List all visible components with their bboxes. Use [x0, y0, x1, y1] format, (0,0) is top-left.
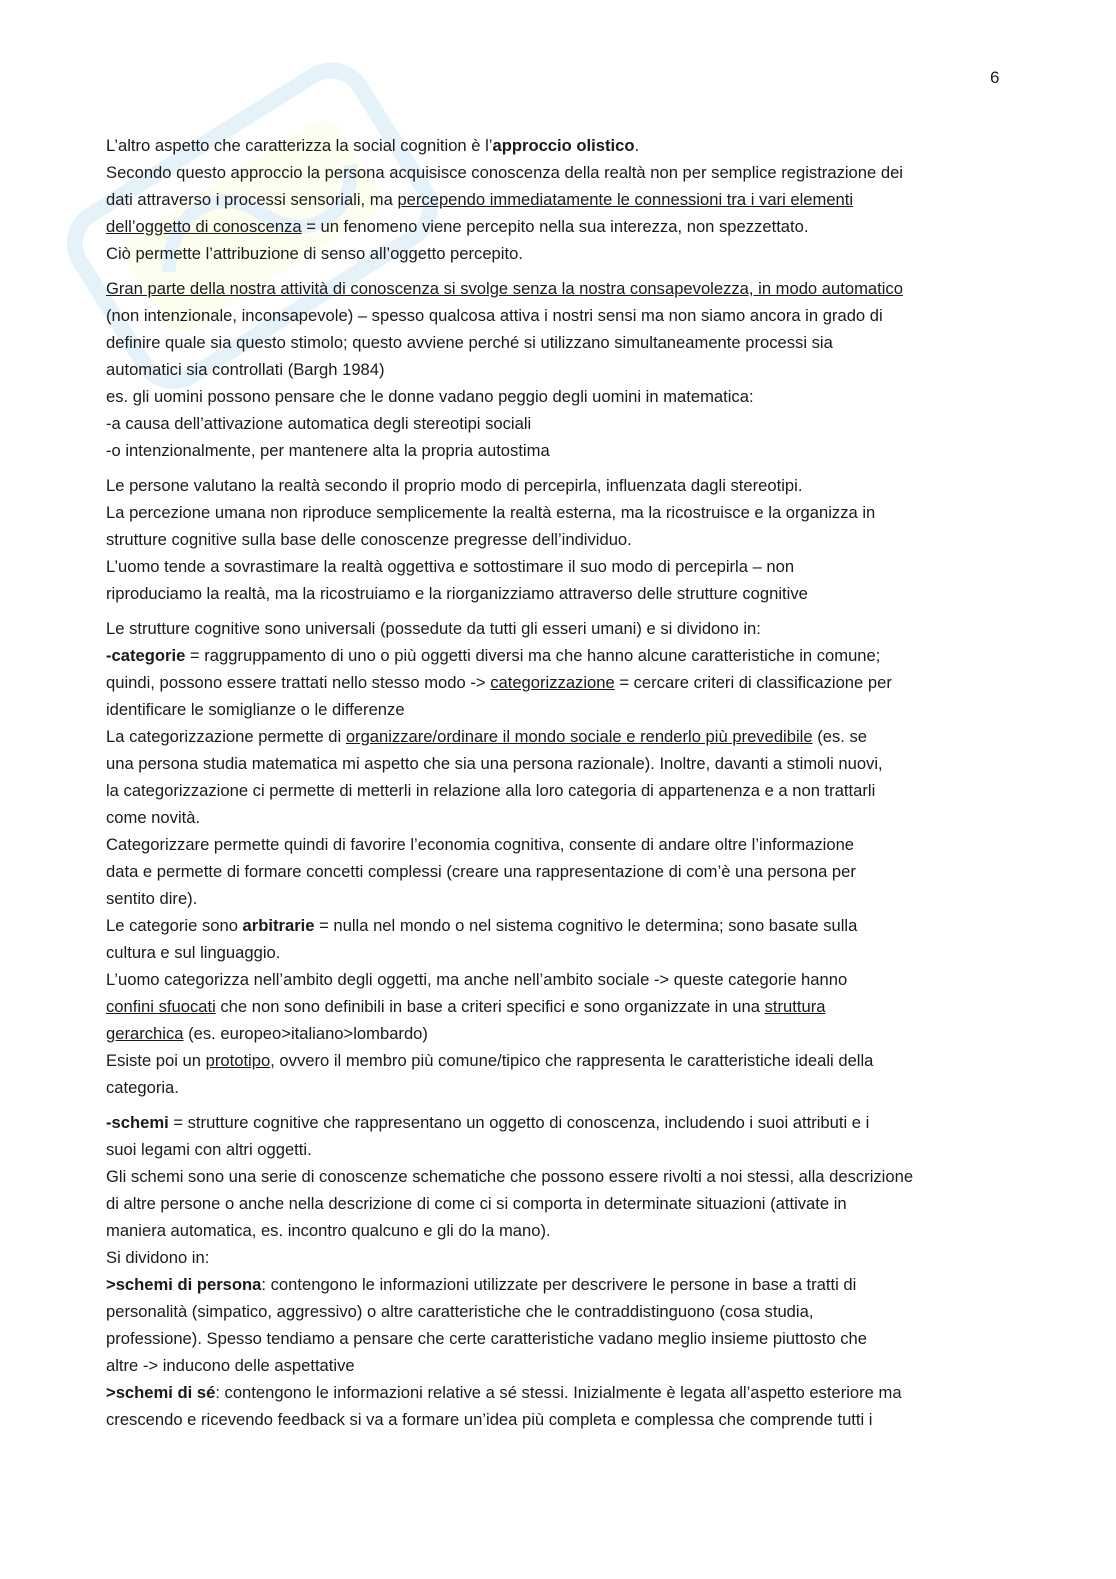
text-segment: L’uomo categorizza nell’ambito degli oggetti, ma anche nell’ambito sociale -> queste categorie hanno	[106, 970, 848, 989]
page-number: 6	[990, 68, 1000, 87]
text-segment: (non intenzionale, inconsapevole) – spesso qualcosa attiva i nostri sensi ma non siamo ancora in grado di	[106, 306, 883, 325]
paragraph	[106, 275, 1011, 464]
text-line	[106, 1244, 1011, 1271]
bold-term: approccio olistico	[492, 136, 635, 155]
text-segment: dati attraverso i processi sensoriali, ma	[106, 190, 398, 209]
text-line	[106, 669, 1011, 696]
text-segment: di altre persone o anche nella descrizione di come ci si comporta in determinate situazioni (attivate in	[106, 1194, 847, 1213]
text-segment: Secondo questo approccio la persona acquisisce conoscenza della realtà non per semplice registrazione dei	[106, 163, 903, 182]
text-segment: identificare le somiglianze o le differenze	[106, 700, 405, 719]
text-segment: suoi legami con altri oggetti.	[106, 1140, 312, 1159]
text-segment: come novità.	[106, 808, 201, 827]
underlined-text: confini sfuocati	[106, 997, 216, 1016]
underlined-text: organizzare/ordinare il mondo sociale e renderlo più prevedibile	[345, 727, 813, 746]
text-segment: maniera automatica, es. incontro qualcuno e gli do la mano).	[106, 1221, 551, 1240]
text-segment: crescendo e ricevendo feedback si va a formare un’idea più completa e complessa che comprende tutti i	[106, 1410, 873, 1429]
underlined-text: gerarchica	[106, 1024, 184, 1043]
text-line	[106, 723, 1011, 750]
underlined-text: struttura	[764, 997, 826, 1016]
text-segment: (es. se	[812, 727, 867, 746]
text-segment: : contengono le informazioni utilizzate per descrivere le persone in base a tratti di	[261, 1275, 857, 1294]
text-segment: = nulla nel mondo o nel sistema cognitivo le determina; sono basate sulla	[314, 916, 858, 935]
underlined-text: categorizzazione	[490, 673, 615, 692]
text-line	[106, 1325, 1011, 1352]
text-segment: L’altro aspetto che caratterizza la social cognition è l’	[106, 136, 493, 155]
paragraph	[106, 472, 1011, 607]
text-segment: : contengono le informazioni relative a sé stessi. Inizialmente è legata all’aspetto esteriore ma	[215, 1383, 902, 1402]
underlined-text: percependo immediatamente le connessioni tra i vari elementi	[397, 190, 854, 209]
text-line	[106, 275, 1011, 302]
text-line	[106, 1406, 1011, 1433]
text-segment: .	[634, 136, 640, 155]
text-line	[106, 132, 1011, 159]
text-line	[106, 885, 1011, 912]
text-segment: quindi, possono essere trattati nello stesso modo ->	[106, 673, 491, 692]
text-line	[106, 437, 1011, 464]
text-line	[106, 1379, 1011, 1406]
text-segment: riproduciamo la realtà, ma la ricostruiamo e la riorganizziamo attraverso delle strutture cognitive	[106, 584, 808, 603]
text-segment: altre -> inducono delle aspettative	[106, 1356, 355, 1375]
text-line	[106, 580, 1011, 607]
text-segment: personalità (simpatico, aggressivo) o altre caratteristiche che le contraddistinguono (cosa studia,	[106, 1302, 814, 1321]
text-line	[106, 240, 1011, 267]
text-segment: = cercare criteri di classificazione per	[614, 673, 892, 692]
text-line	[106, 1352, 1011, 1379]
bold-term: >schemi di sé	[106, 1383, 216, 1402]
text-line	[106, 356, 1011, 383]
text-line	[106, 1136, 1011, 1163]
text-segment: Ciò permette l’attribuzione di senso all’oggetto percepito.	[106, 244, 523, 263]
text-segment: Le categorie sono	[106, 916, 243, 935]
text-line	[106, 642, 1011, 669]
text-line	[106, 472, 1011, 499]
text-segment: = un fenomeno viene percepito nella sua interezza, non spezzettato.	[301, 217, 809, 236]
text-segment: strutture cognitive sulla base delle conoscenze pregresse dell’individuo.	[106, 530, 632, 549]
paragraph	[106, 1109, 1011, 1433]
text-line	[106, 966, 1011, 993]
text-line	[106, 526, 1011, 553]
text-segment: automatici sia controllati (Bargh 1984)	[106, 360, 385, 379]
text-line	[106, 1163, 1011, 1190]
text-segment: = strutture cognitive che rappresentano un oggetto di conoscenza, includendo i suoi attributi e i	[168, 1113, 870, 1132]
text-line	[106, 329, 1011, 356]
bold-term: arbitrarie	[242, 916, 315, 935]
text-line	[106, 1298, 1011, 1325]
bold-term: -categorie	[106, 646, 186, 665]
bold-term: -schemi	[106, 1113, 169, 1132]
underlined-text: Gran parte della nostra attività di conoscenza si svolge senza la nostra consapevolezza, in modo automatico	[106, 279, 903, 298]
text-segment: es. gli uomini possono pensare che le donne vadano peggio degli uomini in matematica:	[106, 387, 754, 406]
text-line	[106, 159, 1011, 186]
text-segment: Le strutture cognitive sono universali (possedute da tutti gli esseri umani) e si dividono in:	[106, 619, 761, 638]
text-segment: una persona studia matematica mi aspetto che sia una persona razionale). Inoltre, davanti a stimoli nuovi,	[106, 754, 883, 773]
paragraph	[106, 615, 1011, 1101]
text-line	[106, 912, 1011, 939]
text-segment: Le persone valutano la realtà secondo il proprio modo di percepirla, influenzata dagli stereotipi.	[106, 476, 803, 495]
text-segment: che non sono definibili in base a criteri specifici e sono organizzate in una	[215, 997, 765, 1016]
text-line	[106, 858, 1011, 885]
text-line	[106, 1217, 1011, 1244]
underlined-text: prototipo	[205, 1051, 271, 1070]
text-segment: La percezione umana non riproduce semplicemente la realtà esterna, ma la ricostruisce e la organizza in	[106, 503, 876, 522]
text-line	[106, 993, 1011, 1020]
text-line	[106, 1190, 1011, 1217]
text-segment: La categorizzazione permette di	[106, 727, 346, 746]
text-segment: = raggruppamento di uno o più oggetti diversi ma che hanno alcune caratteristiche in comune;	[185, 646, 881, 665]
text-line	[106, 410, 1011, 437]
text-line	[106, 213, 1011, 240]
text-segment: L’uomo tende a sovrastimare la realtà oggettiva e sottostimare il suo modo di percepirla – non	[106, 557, 795, 576]
text-segment: Categorizzare permette quindi di favorire l’economia cognitiva, consente di andare oltre l’informazione	[106, 835, 855, 854]
underlined-text: dell’oggetto di conoscenza	[106, 217, 302, 236]
bold-term: >schemi di persona	[106, 1275, 262, 1294]
text-segment: Gli schemi sono una serie di conoscenze schematiche che possono essere rivolti a noi stessi, alla descrizione	[106, 1167, 914, 1186]
text-line	[106, 186, 1011, 213]
text-line	[106, 1047, 1011, 1074]
text-segment: (es. europeo>italiano>lombardo)	[183, 1024, 428, 1043]
text-segment: la categorizzazione ci permette di metterli in relazione alla loro categoria di appartenenza e a non trattarli	[106, 781, 876, 800]
text-segment: categoria.	[106, 1078, 179, 1097]
text-segment: professione). Spesso tendiamo a pensare che certe caratteristiche vadano meglio insieme piuttosto che	[106, 1329, 867, 1348]
text-line	[106, 1109, 1011, 1136]
text-line	[106, 939, 1011, 966]
text-line	[106, 1074, 1011, 1101]
text-line	[106, 383, 1011, 410]
paragraph	[106, 132, 1011, 267]
text-line	[106, 750, 1011, 777]
text-line	[106, 831, 1011, 858]
text-line	[106, 302, 1011, 329]
text-segment: -o intenzionalmente, per mantenere alta la propria autostima	[106, 441, 550, 460]
text-line	[106, 1271, 1011, 1298]
text-segment: , ovvero il membro più comune/tipico che rappresenta le caratteristiche ideali della	[270, 1051, 874, 1070]
text-segment: definire quale sia questo stimolo; questo avviene perché si utilizzano simultaneamente processi sia	[106, 333, 833, 352]
text-line	[106, 499, 1011, 526]
text-segment: data e permette di formare concetti complessi (creare una rappresentazione di com’è una persona per	[106, 862, 856, 881]
text-segment: -a causa dell’attivazione automatica degli stereotipi sociali	[106, 414, 532, 433]
text-line	[106, 615, 1011, 642]
document-body	[106, 132, 1011, 1441]
text-line	[106, 553, 1011, 580]
text-line	[106, 777, 1011, 804]
text-line	[106, 804, 1011, 831]
text-segment: cultura e sul linguaggio.	[106, 943, 281, 962]
text-line	[106, 696, 1011, 723]
text-line	[106, 1020, 1011, 1047]
text-segment: Esiste poi un	[106, 1051, 206, 1070]
text-segment: sentito dire).	[106, 889, 198, 908]
text-segment: Si dividono in:	[106, 1248, 210, 1267]
